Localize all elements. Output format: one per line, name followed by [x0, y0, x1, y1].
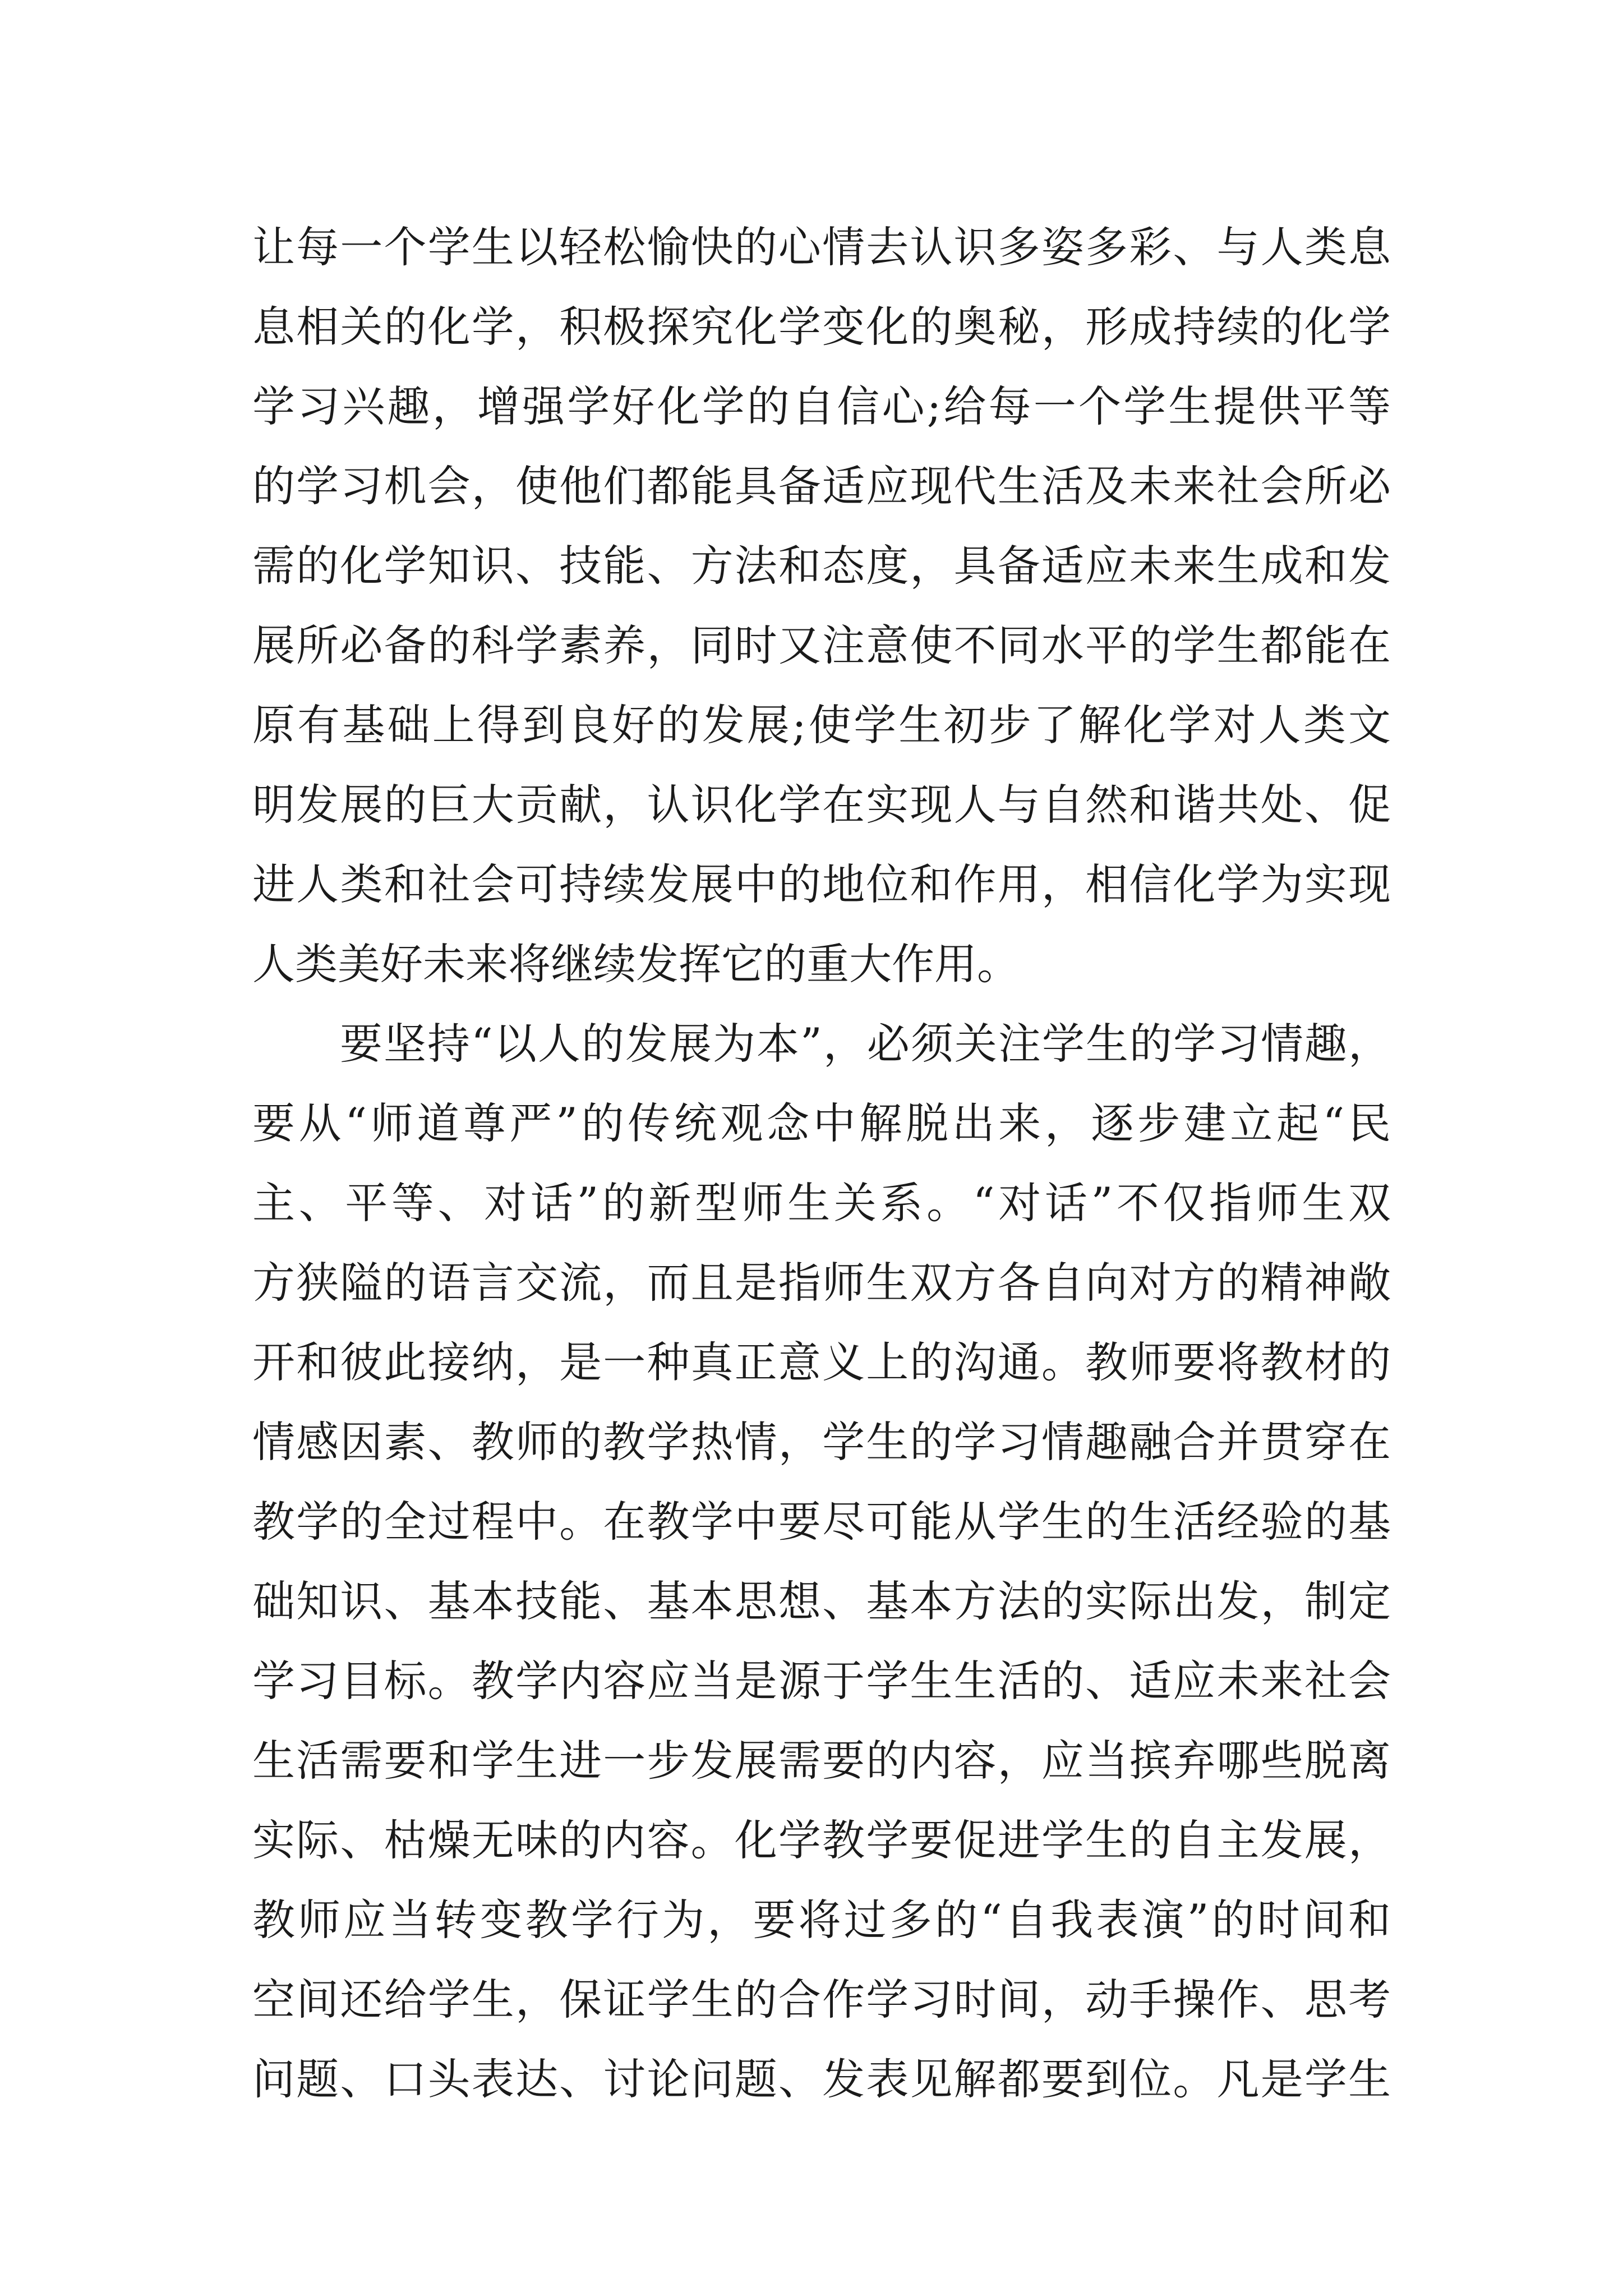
text-line: 实际、枯燥无味的内容。化学教学要促进学生的自主发展，	[252, 1815, 1391, 1865]
text-line: 开和彼此接纳，是一种真正意义上的沟通。教师要将教材的	[252, 1337, 1391, 1387]
text-line: 教学的全过程中。在教学中要尽可能从学生的生活经验的基	[252, 1497, 1391, 1547]
text-line: 的学习机会，使他们都能具备适应现代生活及未来社会所必	[252, 461, 1391, 511]
text-line: 明发展的巨大贡献，认识化学在实现人与自然和谐共处、促	[252, 780, 1391, 830]
text-line: 教师应当转变教学行为，要将过多的“自我表演”的时间和	[252, 1895, 1391, 1945]
text-line: 人类美好未来将继续发挥它的重大作用。	[252, 939, 1020, 989]
text-line: 要坚持“以人的发展为本”，必须关注学生的学习情趣，	[340, 1019, 1391, 1069]
text-line: 学习兴趣，增强学好化学的自信心;给每一个学生提供平等	[252, 381, 1391, 431]
text-line: 主、平等、对话”的新型师生关系。“对话”不仅指师生双	[252, 1178, 1391, 1228]
text-line: 情感因素、教师的教学热情，学生的学习情趣融合并贯穿在	[252, 1417, 1391, 1467]
text-line: 原有基础上得到良好的发展;使学生初步了解化学对人类文	[252, 700, 1391, 750]
text-line: 空间还给学生，保证学生的合作学习时间，动手操作、思考	[252, 1975, 1391, 2024]
text-line: 进人类和社会可持续发展中的地位和作用，相信化学为实现	[252, 859, 1391, 909]
text-line: 要从“师道尊严”的传统观念中解脱出来，逐步建立起“民	[252, 1098, 1391, 1148]
text-line: 问题、口头表达、讨论问题、发表见解都要到位。凡是学生	[252, 2054, 1391, 2104]
text-line: 学习目标。教学内容应当是源于学生生活的、适应未来社会	[252, 1656, 1391, 1706]
text-line: 生活需要和学生进一步发展需要的内容，应当摈弃哪些脱离	[252, 1736, 1391, 1786]
text-line: 息相关的化学，积极探究化学变化的奥秘，形成持续的化学	[252, 302, 1391, 352]
text-line: 需的化学知识、技能、方法和态度，具备适应未来生成和发	[252, 541, 1391, 591]
document-body	[252, 208, 1391, 2119]
text-line: 方狭隘的语言交流，而且是指师生双方各自向对方的精神敞	[252, 1258, 1391, 1308]
text-line: 让每一个学生以轻松愉快的心情去认识多姿多彩、与人类息	[252, 222, 1391, 272]
text-line: 展所必备的科学素养，同时又注意使不同水平的学生都能在	[252, 620, 1391, 670]
text-line: 础知识、基本技能、基本思想、基本方法的实际出发，制定	[252, 1576, 1391, 1626]
